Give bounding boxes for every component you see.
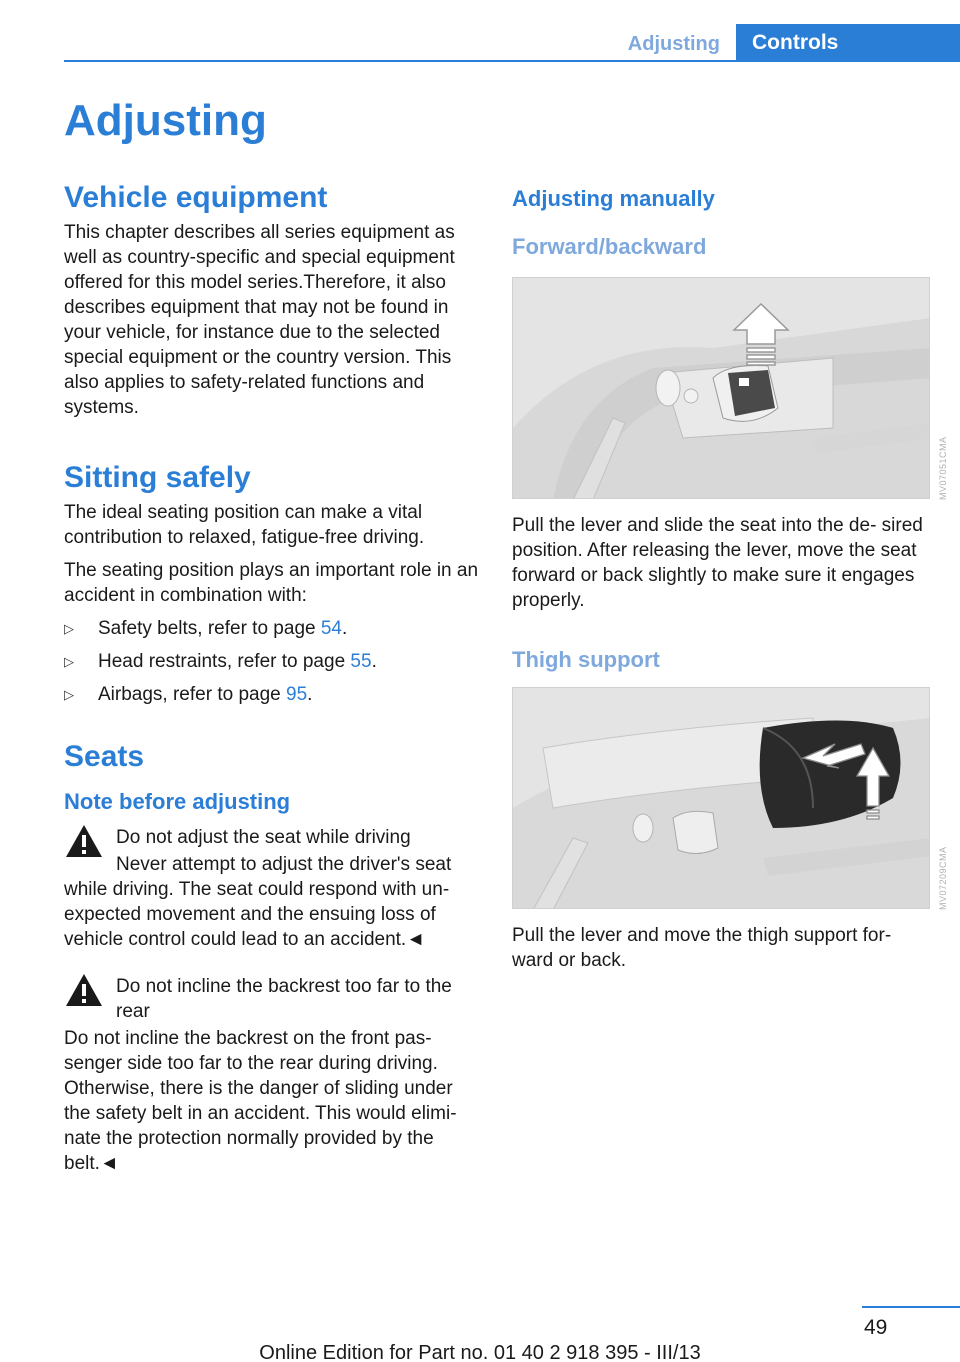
list-item-end: . (307, 684, 313, 705)
warning-body: Do not incline the backrest on the front pas- senger side too far to the rear during driving. Otherwise, there is the danger of sliding under the safety belt in an accident. This would elimi- nate the protection normally provided by the belt.◄ (64, 1028, 457, 1175)
header-rule (64, 60, 960, 62)
warning-triangle-icon (64, 823, 104, 859)
header-chapter-tab[interactable]: Controls (736, 24, 960, 62)
list-item (64, 616, 480, 641)
vehicle-equipment-text: This chapter describes all series equipment as well as country-specific and special equipment offered for this model series.Therefore, it also describes equipment that may not be found in your vehicle, for instance due to the selected special equipment or the country version. This also applies to safety-related functions and systems. (64, 222, 455, 418)
sitting-safely-p2: The seating position plays an important role in an accident in combination with: (64, 560, 479, 606)
page-number-rule (862, 1306, 960, 1308)
list-item-text: Safety belts, refer to page (98, 618, 321, 639)
footer-edition-text: Online Edition for Part no. 01 40 2 918 395 - III/13 (259, 1342, 701, 1362)
sitting-safely-p1: The ideal seating position can make a vital contribution to relaxed, fatigue-free driving. (64, 502, 425, 548)
list-item-end: . (371, 651, 377, 672)
warning-adjust-while-driving (64, 825, 480, 952)
heading-vehicle-equipment: Vehicle equipment (64, 181, 328, 214)
figure-code-thigh: MV07209CMA (938, 846, 948, 910)
heading-forward-backward: Forward/backward (512, 234, 707, 260)
figure-forward-backward (512, 277, 930, 499)
page-link-95[interactable]: 95 (286, 684, 308, 705)
heading-sitting-safely: Sitting safely (64, 461, 251, 494)
bullet-triangle-icon: ▷ (64, 687, 74, 702)
page-number: 49 (864, 1316, 888, 1339)
thigh-support-illustration (513, 688, 930, 909)
list-item-end: . (342, 618, 348, 639)
left-column (64, 180, 480, 1176)
warning-title: Do not adjust the seat while driving (116, 827, 411, 849)
page-link-55[interactable]: 55 (350, 651, 372, 672)
list-item (64, 682, 480, 707)
heading-note-before-adjusting: Note before adjusting (64, 789, 291, 814)
figure-thigh-support (512, 687, 930, 909)
header-section-label: Adjusting (627, 33, 720, 55)
heading-adjusting-manually: Adjusting manually (512, 186, 715, 211)
thigh-support-text: Pull the lever and move the thigh support for- ward or back. (512, 925, 892, 972)
bullet-triangle-icon: ▷ (64, 654, 74, 669)
right-column (512, 180, 930, 973)
bullet-triangle-icon: ▷ (64, 621, 74, 636)
warning-triangle-icon (64, 972, 104, 1008)
list-item-text: Airbags, refer to page (98, 684, 286, 705)
page-title: Adjusting (64, 96, 267, 145)
list-item (64, 649, 480, 674)
seat-lever-illustration (513, 278, 930, 499)
heading-thigh-support: Thigh support (512, 646, 660, 672)
page-link-54[interactable]: 54 (320, 618, 342, 639)
warning-backrest-incline (64, 974, 480, 1176)
heading-seats: Seats (64, 740, 145, 773)
warning-body-first-line: Never attempt to adjust the driver's seat (116, 854, 452, 876)
figure-code-forward: MV07051CMA (938, 436, 948, 500)
safety-bullet-list (64, 616, 480, 707)
list-item-text: Head restraints, refer to page (98, 651, 351, 672)
forward-backward-text: Pull the lever and slide the seat into the de- sired position. After releasing the lever, move the seat forward or back slightly to make sure it engages properly. (512, 514, 923, 611)
warning-title: Do not incline the backrest too far to the rear (116, 976, 452, 1023)
warning-body: while driving. The seat could respond with un- expected movement and the ensuing loss of vehicle control could lead to an accident.◄ (64, 879, 450, 951)
